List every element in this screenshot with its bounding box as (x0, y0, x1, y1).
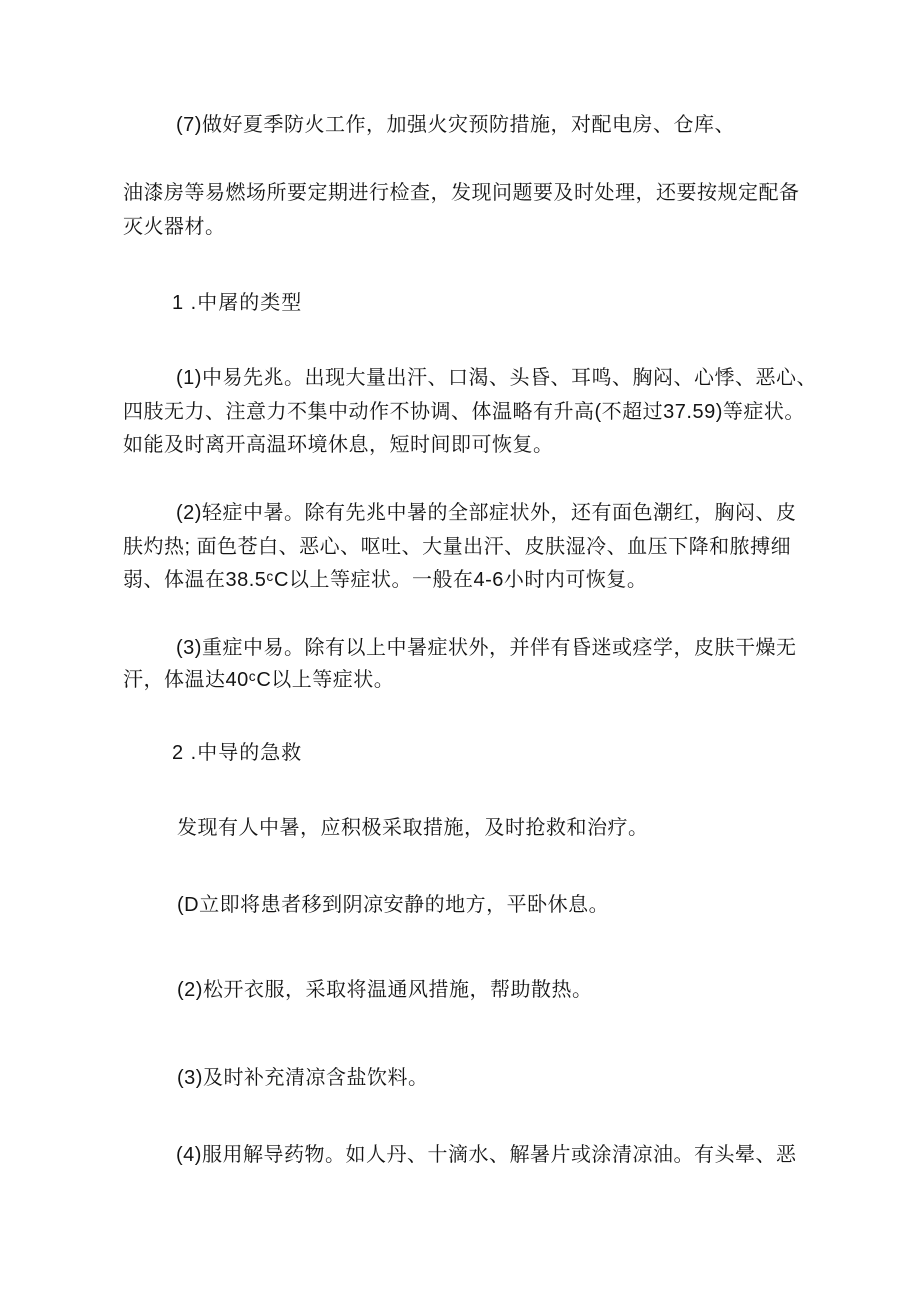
text-line-p3-l1: (3)重症中易。除有以上中暑症状外，并伴有昏迷或痉学，皮肤干燥无 (176, 637, 797, 659)
text-line-p7-l2: 油漆房等易燃场所要定期进行检查，发现问题要及时处理，还要按规定配备 (123, 182, 800, 204)
text-line-p2-l3: 弱、体温在38.5ᶜC以上等症状。一般在4-6小时内可恢复。 (123, 569, 648, 591)
text-line-p2-l1: (2)轻症中暑。除有先兆中暑的全部症状外，还有面色潮红，胸闷、皮 (176, 502, 797, 524)
text-line-p1-l1: (1)中易先兆。出现大量出汗、口渴、头昏、耳鸣、胸闷、心悸、恶心、 (176, 367, 817, 389)
text-line-s3: (3)及时补充清凉含盐饮料。 (177, 1067, 429, 1089)
text-line-intro: 发现有人中暑，应积极采取措施，及时抢救和治疗。 (177, 817, 649, 839)
text-line-s1: (D立即将患者移到阴凉安静的地方，平卧休息。 (177, 894, 610, 916)
text-line-p7-l3: 灭火器材。 (123, 216, 226, 238)
text-line-p3-l2: 汗，体温达40ᶜC以上等症状。 (123, 669, 395, 691)
text-line-s4: (4)服用解导药物。如人丹、十滴水、解暑片或涂清凉油。有头晕、恶 (176, 1144, 797, 1166)
section-heading-h2: 2 .中导的急救 (172, 742, 303, 764)
text-line-s2: (2)松开衣服，采取将温通风措施，帮助散热。 (177, 979, 593, 1001)
text-line-p1-l2: 四肢无力、注意力不集中动作不协调、体温略有升高(不超过37.59)等症状。 (123, 401, 805, 423)
section-heading-h1: 1 .中屠的类型 (172, 292, 303, 314)
text-line-p1-l3: 如能及时离开高温环境休息，短时间即可恢复。 (123, 434, 554, 456)
text-line-p2-l2: 肤灼热; 面色苍白、恶心、呕吐、大量出汗、皮肤湿冷、血压下降和脓搏细 (123, 536, 792, 558)
text-line-p7-l1: (7)做好夏季防火工作，加强火灾预防措施，对配电房、仓库、 (176, 114, 735, 136)
